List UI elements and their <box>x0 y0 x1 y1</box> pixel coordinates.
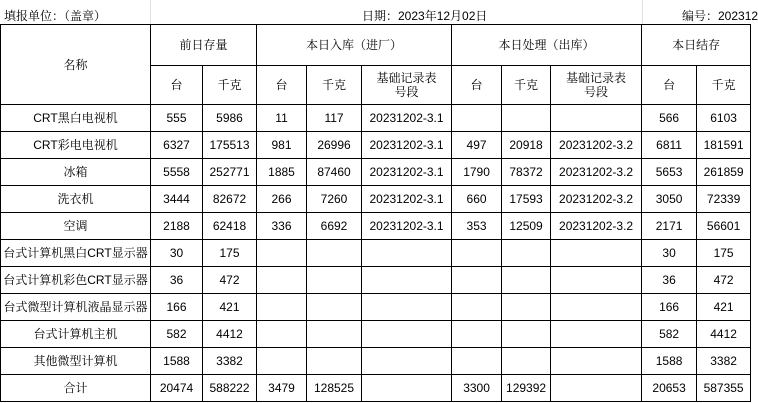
table-row <box>1 213 751 240</box>
cell-end-kg[interactable]: 587355 <box>697 375 751 402</box>
table-row <box>1 132 751 159</box>
cell-out-record[interactable] <box>551 105 642 132</box>
cell-end-kg[interactable]: 56601 <box>697 213 751 240</box>
header-name[interactable]: 名称 <box>1 25 151 105</box>
cell-prev-units[interactable]: 20474 <box>151 375 203 402</box>
report-number-label[interactable]: 编号：202312 <box>682 9 758 23</box>
cell-end-kg[interactable]: 472 <box>697 267 751 294</box>
cell-name[interactable]: 合计 <box>1 375 151 402</box>
cell-out-units[interactable]: 353 <box>452 213 502 240</box>
cell-prev-units[interactable]: 1588 <box>151 348 203 375</box>
cell-in-record[interactable]: 20231202-3.1 <box>362 132 452 159</box>
cell-in-kg[interactable] <box>307 267 362 294</box>
cell-out-record[interactable] <box>551 240 642 267</box>
header-in-record[interactable]: 基础记录表 号段 <box>362 66 452 105</box>
cell-end-units[interactable]: 2171 <box>642 213 697 240</box>
cell-in-kg[interactable]: 6692 <box>307 213 362 240</box>
report-header-line <box>0 0 758 24</box>
cell-in-units[interactable]: 11 <box>257 105 307 132</box>
cell-prev-kg[interactable]: 421 <box>203 294 257 321</box>
cell-in-kg[interactable]: 87460 <box>307 159 362 186</box>
cell-name[interactable]: 台式计算机主机 <box>1 321 151 348</box>
cell-end-kg[interactable]: 181591 <box>697 132 751 159</box>
cell-in-kg[interactable]: 26996 <box>307 132 362 159</box>
cell-name[interactable]: 台式微型计算机液晶显示器 <box>1 294 151 321</box>
cell-in-kg[interactable] <box>307 240 362 267</box>
cell-name[interactable]: 洗衣机 <box>1 186 151 213</box>
cell-prev-units[interactable]: 3444 <box>151 186 203 213</box>
cell-in-record[interactable] <box>362 348 452 375</box>
cell-end-kg[interactable]: 3382 <box>697 348 751 375</box>
cell-name[interactable]: 台式计算机黑白CRT显示器 <box>1 240 151 267</box>
gridline <box>642 0 643 24</box>
report-date-label[interactable]: 日期：2023年12月02日 <box>362 9 488 23</box>
header-in-units[interactable]: 台 <box>257 66 307 105</box>
cell-prev-units[interactable]: 555 <box>151 105 203 132</box>
cell-out-kg[interactable] <box>502 348 551 375</box>
cell-end-units[interactable]: 30 <box>642 240 697 267</box>
cell-out-record[interactable]: 20231202-3.2 <box>551 159 642 186</box>
cell-end-kg[interactable]: 261859 <box>697 159 751 186</box>
header-in-kg[interactable]: 千克 <box>307 66 362 105</box>
table-row <box>1 159 751 186</box>
cell-in-units[interactable] <box>257 321 307 348</box>
cell-in-units[interactable] <box>257 240 307 267</box>
table-row <box>1 105 751 132</box>
header-end-kg[interactable]: 千克 <box>697 66 751 105</box>
header-out-record[interactable]: 基础记录表 号段 <box>551 66 642 105</box>
header-group-prev-stock[interactable]: 前日存量 <box>151 25 257 66</box>
cell-out-kg[interactable]: 129392 <box>502 375 551 402</box>
cell-out-units[interactable] <box>452 294 502 321</box>
cell-in-kg[interactable]: 117 <box>307 105 362 132</box>
gridline <box>150 0 151 24</box>
cell-out-record[interactable] <box>551 348 642 375</box>
cell-end-units[interactable]: 6811 <box>642 132 697 159</box>
cell-out-kg[interactable]: 12509 <box>502 213 551 240</box>
cell-in-record[interactable]: 20231202-3.1 <box>362 213 452 240</box>
cell-in-units[interactable]: 1885 <box>257 159 307 186</box>
table-row-total <box>1 375 751 402</box>
cell-out-kg[interactable] <box>502 105 551 132</box>
cell-name[interactable]: 冰箱 <box>1 159 151 186</box>
cell-out-units[interactable] <box>452 267 502 294</box>
cell-in-kg[interactable] <box>307 321 362 348</box>
table-row <box>1 240 751 267</box>
cell-out-kg[interactable]: 20918 <box>502 132 551 159</box>
header-prev-units[interactable]: 台 <box>151 66 203 105</box>
cell-out-record[interactable]: 20231202-3.2 <box>551 213 642 240</box>
cell-end-units[interactable]: 566 <box>642 105 697 132</box>
cell-prev-kg[interactable]: 175513 <box>203 132 257 159</box>
table-row <box>1 186 751 213</box>
cell-in-kg[interactable] <box>307 348 362 375</box>
cell-in-record[interactable]: 20231202-3.1 <box>362 159 452 186</box>
cell-in-record[interactable] <box>362 240 452 267</box>
cell-out-units[interactable] <box>452 321 502 348</box>
cell-out-units[interactable] <box>452 348 502 375</box>
cell-end-units[interactable]: 166 <box>642 294 697 321</box>
cell-out-record[interactable] <box>551 267 642 294</box>
table-row <box>1 348 751 375</box>
cell-prev-units[interactable]: 166 <box>151 294 203 321</box>
cell-in-units[interactable] <box>257 267 307 294</box>
cell-prev-kg[interactable]: 175 <box>203 240 257 267</box>
table-row <box>1 294 751 321</box>
cell-out-kg[interactable] <box>502 267 551 294</box>
cell-out-units[interactable]: 497 <box>452 132 502 159</box>
cell-in-record[interactable] <box>362 375 452 402</box>
cell-prev-units[interactable]: 2188 <box>151 213 203 240</box>
cell-end-kg[interactable]: 4412 <box>697 321 751 348</box>
cell-prev-kg[interactable]: 3382 <box>203 348 257 375</box>
cell-in-record[interactable] <box>362 267 452 294</box>
cell-out-units[interactable]: 660 <box>452 186 502 213</box>
cell-end-units[interactable]: 1588 <box>642 348 697 375</box>
header-group-end-stock[interactable]: 本日结存 <box>642 25 751 66</box>
cell-in-units[interactable]: 3479 <box>257 375 307 402</box>
cell-out-record[interactable] <box>551 321 642 348</box>
cell-prev-kg[interactable]: 4412 <box>203 321 257 348</box>
table-row <box>1 267 751 294</box>
cell-in-record[interactable] <box>362 294 452 321</box>
cell-prev-kg[interactable]: 82672 <box>203 186 257 213</box>
cell-in-kg[interactable] <box>307 294 362 321</box>
cell-out-kg[interactable] <box>502 294 551 321</box>
cell-in-units[interactable]: 981 <box>257 132 307 159</box>
cell-out-record[interactable] <box>551 294 642 321</box>
cell-name[interactable]: CRT黑白电视机 <box>1 105 151 132</box>
cell-out-record[interactable]: 20231202-3.2 <box>551 186 642 213</box>
report-unit-label[interactable]: 填报单位：（盖章） <box>4 9 107 23</box>
cell-prev-units[interactable]: 6327 <box>151 132 203 159</box>
cell-prev-units[interactable]: 30 <box>151 240 203 267</box>
cell-end-units[interactable]: 582 <box>642 321 697 348</box>
cell-prev-units[interactable]: 5558 <box>151 159 203 186</box>
cell-prev-kg[interactable]: 472 <box>203 267 257 294</box>
cell-name[interactable]: CRT彩电电视机 <box>1 132 151 159</box>
header-out-units[interactable]: 台 <box>452 66 502 105</box>
cell-out-units[interactable]: 1790 <box>452 159 502 186</box>
cell-in-kg[interactable]: 7260 <box>307 186 362 213</box>
cell-prev-units[interactable]: 36 <box>151 267 203 294</box>
cell-out-record[interactable] <box>551 375 642 402</box>
inventory-table <box>0 24 751 402</box>
cell-in-units[interactable] <box>257 348 307 375</box>
cell-end-units[interactable]: 20653 <box>642 375 697 402</box>
cell-end-kg[interactable]: 72339 <box>697 186 751 213</box>
cell-end-units[interactable]: 5653 <box>642 159 697 186</box>
header-group-outbound[interactable]: 本日处理（出库） <box>452 25 642 66</box>
cell-out-units[interactable] <box>452 105 502 132</box>
cell-prev-kg[interactable]: 588222 <box>203 375 257 402</box>
header-end-units[interactable]: 台 <box>642 66 697 105</box>
cell-out-kg[interactable]: 17593 <box>502 186 551 213</box>
header-out-kg[interactable]: 千克 <box>502 66 551 105</box>
cell-in-record[interactable]: 20231202-3.1 <box>362 186 452 213</box>
cell-out-kg[interactable] <box>502 240 551 267</box>
cell-prev-units[interactable]: 582 <box>151 321 203 348</box>
cell-in-record[interactable] <box>362 321 452 348</box>
cell-end-kg[interactable]: 421 <box>697 294 751 321</box>
cell-out-units[interactable]: 3300 <box>452 375 502 402</box>
cell-end-kg[interactable]: 6103 <box>697 105 751 132</box>
table-row <box>1 321 751 348</box>
cell-in-units[interactable]: 266 <box>257 186 307 213</box>
cell-name[interactable]: 空调 <box>1 213 151 240</box>
cell-end-units[interactable]: 36 <box>642 267 697 294</box>
cell-end-units[interactable]: 3050 <box>642 186 697 213</box>
cell-name[interactable]: 台式计算机彩色CRT显示器 <box>1 267 151 294</box>
cell-prev-kg[interactable]: 62418 <box>203 213 257 240</box>
cell-in-units[interactable]: 336 <box>257 213 307 240</box>
cell-prev-kg[interactable]: 5986 <box>203 105 257 132</box>
cell-prev-kg[interactable]: 252771 <box>203 159 257 186</box>
cell-in-units[interactable] <box>257 294 307 321</box>
cell-name[interactable]: 其他微型计算机 <box>1 348 151 375</box>
cell-end-kg[interactable]: 175 <box>697 240 751 267</box>
cell-in-record[interactable]: 20231202-3.1 <box>362 105 452 132</box>
cell-out-kg[interactable] <box>502 321 551 348</box>
header-row-groups <box>1 25 751 66</box>
header-prev-kg[interactable]: 千克 <box>203 66 257 105</box>
cell-out-kg[interactable]: 78372 <box>502 159 551 186</box>
cell-in-kg[interactable]: 128525 <box>307 375 362 402</box>
header-group-inbound[interactable]: 本日入库（进厂） <box>257 25 452 66</box>
cell-out-record[interactable]: 20231202-3.2 <box>551 132 642 159</box>
cell-out-units[interactable] <box>452 240 502 267</box>
